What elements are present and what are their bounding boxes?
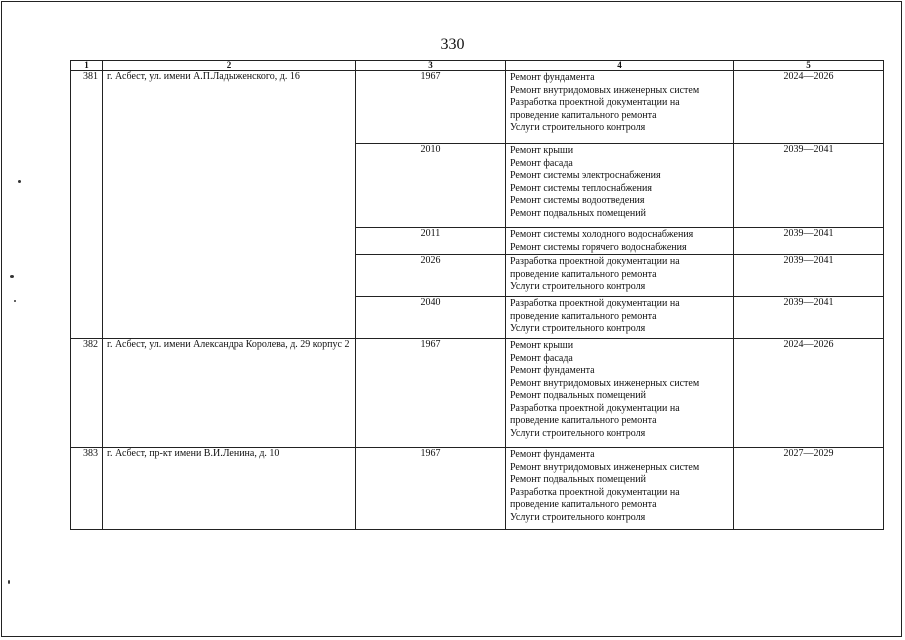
works-list — [510, 448, 729, 524]
work-item: проведение капитального ремонта — [510, 310, 657, 322]
work-item: Ремонт системы теплоснабжения — [510, 182, 652, 194]
repair-schedule-table — [70, 60, 884, 530]
scan-speck — [8, 580, 10, 584]
work-item: проведение капитального ремонта — [510, 109, 657, 121]
works-cell — [506, 71, 734, 144]
work-item: проведение капитального ремонта — [510, 268, 657, 280]
work-item: Услуги строительного контроля — [510, 281, 646, 292]
year-cell: 2011 — [356, 228, 506, 255]
period-cell: 2039—2041 — [734, 228, 884, 255]
work-item: Ремонт внутридомовых инженерных систем — [510, 461, 700, 473]
work-item: Ремонт фундамента — [510, 72, 595, 83]
entry-number: 382 — [71, 339, 103, 448]
table-row — [71, 339, 884, 448]
year-cell: 2040 — [356, 297, 506, 339]
work-item: Ремонт внутридомовых инженерных систем — [510, 84, 700, 96]
page-number: 330 — [440, 36, 465, 53]
entry-number: 381 — [71, 71, 103, 339]
work-item: Разработка проектной документации на — [510, 402, 680, 414]
year-cell: 1967 — [356, 71, 506, 144]
work-item: Ремонт внутридомовых инженерных систем — [510, 377, 700, 389]
scan-speck — [10, 275, 14, 278]
address-cell: г. Асбест, ул. имени А.П.Ладыженского, д. 16 — [103, 71, 356, 339]
works-cell — [506, 228, 734, 255]
work-item: Ремонт фасада — [510, 352, 573, 364]
address-cell: г. Асбест, ул. имени Александра Королева, д. 29 корпус 2 — [103, 339, 356, 448]
period-cell: 2039—2041 — [734, 255, 884, 297]
work-item: Услуги строительного контроля — [510, 323, 646, 334]
work-item: Услуги строительного контроля — [510, 122, 646, 133]
column-header: 2 — [103, 61, 356, 71]
work-item: проведение капитального ремонта — [510, 499, 657, 510]
work-item: Услуги строительного контроля — [510, 427, 646, 439]
work-item: Ремонт подвальных помещений — [510, 474, 646, 485]
column-header: 4 — [506, 61, 734, 71]
column-header: 3 — [356, 61, 506, 71]
table-row — [71, 448, 884, 530]
period-cell: 2039—2041 — [734, 297, 884, 339]
work-item: Разработка проектной документации на — [510, 298, 680, 309]
works-cell — [506, 448, 734, 530]
column-header: 5 — [734, 61, 884, 71]
work-item: Ремонт фундамента — [510, 449, 595, 460]
work-item: Ремонт системы холодного водоснабжения — [510, 229, 694, 240]
works-list — [510, 255, 729, 294]
column-header-row — [71, 61, 884, 71]
work-item: Ремонт фундамента — [510, 365, 595, 376]
year-cell: 2010 — [356, 144, 506, 228]
work-item: Ремонт системы водоотведения — [510, 195, 645, 206]
work-item: Разработка проектной документации на — [510, 97, 680, 108]
table-row — [71, 71, 884, 144]
works-list — [510, 228, 729, 254]
work-item: Разработка проектной документации на — [510, 486, 680, 498]
column-header: 1 — [71, 61, 103, 71]
work-item: Ремонт подвальных помещений — [510, 207, 646, 219]
entry-number: 383 — [71, 448, 103, 530]
work-item: Ремонт системы электроснабжения — [510, 170, 661, 181]
works-list — [510, 297, 729, 336]
works-list — [510, 144, 729, 220]
scan-speck — [14, 300, 16, 302]
work-item: Ремонт системы горячего водоснабжения — [510, 241, 687, 253]
work-item: Ремонт крыши — [510, 145, 574, 156]
works-cell — [506, 297, 734, 339]
period-cell: 2039—2041 — [734, 144, 884, 228]
address-cell: г. Асбест, пр-кт имени В.И.Ленина, д. 10 — [103, 448, 356, 530]
work-item: Ремонт фасада — [510, 157, 573, 169]
work-item: Услуги строительного контроля — [510, 511, 646, 523]
works-list — [510, 71, 729, 135]
works-cell — [506, 339, 734, 448]
year-cell: 2026 — [356, 255, 506, 297]
works-cell — [506, 255, 734, 297]
works-cell — [506, 144, 734, 228]
work-item: проведение капитального ремонта — [510, 415, 657, 426]
works-list — [510, 339, 729, 440]
scan-speck — [18, 180, 21, 183]
work-item: Ремонт подвальных помещений — [510, 390, 646, 401]
work-item: Разработка проектной документации на — [510, 256, 680, 267]
period-cell: 2027—2029 — [734, 448, 884, 530]
period-cell: 2024—2026 — [734, 339, 884, 448]
work-item: Ремонт крыши — [510, 340, 574, 351]
year-cell: 1967 — [356, 448, 506, 530]
period-cell: 2024—2026 — [734, 71, 884, 144]
table-body — [71, 61, 884, 530]
year-cell: 1967 — [356, 339, 506, 448]
